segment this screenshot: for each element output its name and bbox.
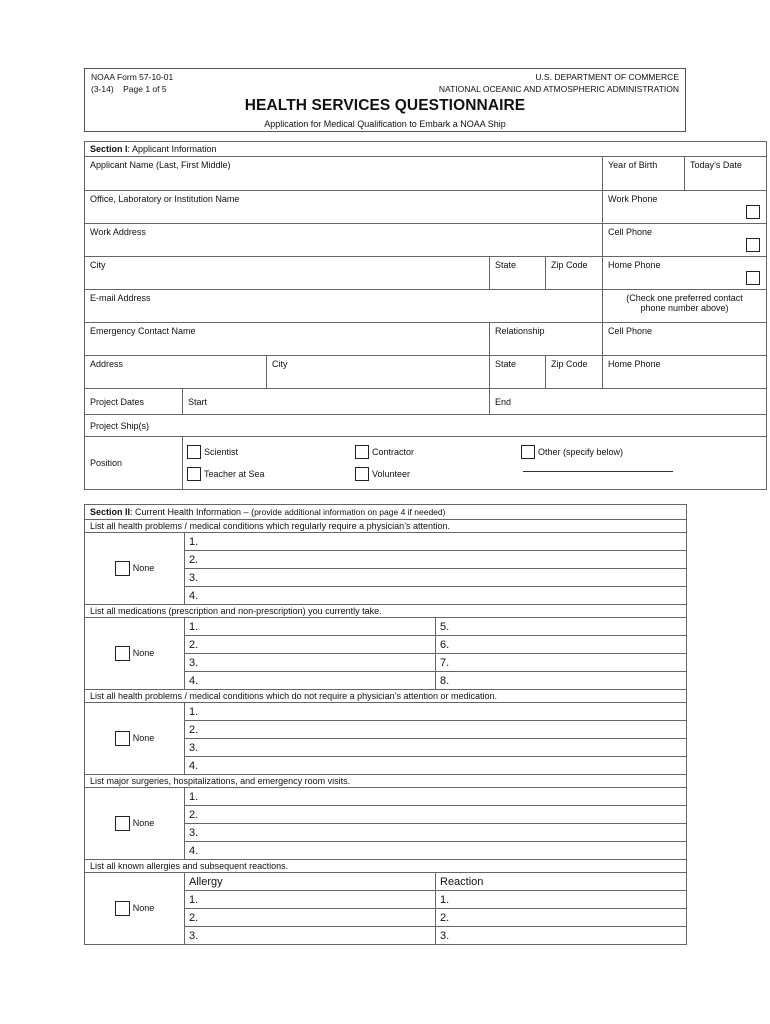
q2-line-7[interactable]: 7. [436,654,687,672]
contractor-checkbox[interactable] [355,445,369,459]
scientist-checkbox[interactable] [187,445,201,459]
todays-date-field[interactable]: Today’s Date [685,157,767,191]
q2-line-3[interactable]: 3. [185,654,436,672]
emergency-state-field[interactable]: State [490,356,546,389]
q2-line-1[interactable]: 1. [185,618,436,636]
reaction-line-2[interactable]: 2. [436,909,687,927]
city-field[interactable]: City [85,257,490,290]
question-5: List all known allergies and subsequent reactions. [85,860,687,873]
department-name: U.S. DEPARTMENT OF COMMERCE [535,72,679,82]
other-specify-line[interactable] [523,471,673,472]
other-checkbox[interactable] [521,445,535,459]
emergency-cell-phone-field[interactable]: Cell Phone [603,323,767,356]
allergy-line-2[interactable]: 2. [185,909,436,927]
home-phone-field[interactable]: Home Phone [603,257,767,290]
cell-phone-checkbox[interactable] [746,238,760,252]
form-number: NOAA Form 57-10-01 [91,72,174,82]
year-of-birth-field[interactable]: Year of Birth [603,157,685,191]
q3-line-1[interactable]: 1. [185,703,687,721]
relationship-field[interactable]: Relationship [490,323,603,356]
allergy-line-1[interactable]: 1. [185,891,436,909]
q2-line-2[interactable]: 2. [185,636,436,654]
cell-phone-field[interactable]: Cell Phone [603,224,767,257]
work-address-field[interactable]: Work Address [85,224,603,257]
preferred-phone-note: (Check one preferred contact phone number above) [603,290,767,323]
work-phone-checkbox[interactable] [746,205,760,219]
q1-line-2[interactable]: 2. [185,551,687,569]
q3-line-4[interactable]: 4. [185,757,687,775]
q4-none[interactable]: None [85,788,185,860]
home-phone-checkbox[interactable] [746,271,760,285]
email-field[interactable]: E-mail Address [85,290,603,323]
project-ships-field[interactable]: Project Ship(s) [85,415,767,437]
q2-line-8[interactable]: 8. [436,672,687,690]
q3-line-3[interactable]: 3. [185,739,687,757]
reaction-line-3[interactable]: 3. [436,927,687,945]
office-field[interactable]: Office, Laboratory or Institution Name [85,191,603,224]
q3-none-checkbox[interactable] [115,731,130,746]
applicant-name-field[interactable]: Applicant Name (Last, First Middle) [85,157,603,191]
section-2-table [84,504,687,945]
position-label: Position [85,437,183,490]
q4-none-checkbox[interactable] [115,816,130,831]
q4-line-4[interactable]: 4. [185,842,687,860]
position-volunteer[interactable]: Volunteer [355,463,410,485]
form-revision: (3-14) Page 1 of 5 [91,84,167,94]
form-title: HEALTH SERVICES QUESTIONNAIRE [244,97,526,114]
section-2-title: Section II: Current Health Information – (provide additional information on page 4 if needed) [85,505,687,520]
q5-none-checkbox[interactable] [115,901,130,916]
teacher-checkbox[interactable] [187,467,201,481]
agency-name: NATIONAL OCEANIC AND ATMOSPHERIC ADMINISTRATION [438,84,679,94]
form-header [84,68,686,132]
position-other[interactable]: Other (specify below) [521,441,623,463]
section-1-title: Section I: Applicant Information [85,142,767,157]
q5-none[interactable]: None [85,873,185,945]
project-dates-label: Project Dates [85,389,183,415]
zip-field[interactable]: Zip Code [546,257,603,290]
section-1-table [84,141,767,490]
emergency-zip-field[interactable]: Zip Code [546,356,603,389]
question-2: List all medications (prescription and non-prescription) you currently take. [85,605,687,618]
question-3: List all health problems / medical conditions which do not require a physician’s attention or medication. [85,690,687,703]
q1-line-3[interactable]: 3. [185,569,687,587]
q3-line-2[interactable]: 2. [185,721,687,739]
q2-line-4[interactable]: 4. [185,672,436,690]
volunteer-checkbox[interactable] [355,467,369,481]
state-field[interactable]: State [490,257,546,290]
emergency-address-field[interactable]: Address [85,356,267,389]
position-contractor[interactable]: Contractor [355,441,414,463]
reaction-header: Reaction [436,873,687,891]
allergy-line-3[interactable]: 3. [185,927,436,945]
reaction-line-1[interactable]: 1. [436,891,687,909]
q2-none-checkbox[interactable] [115,646,130,661]
q4-line-3[interactable]: 3. [185,824,687,842]
q4-line-1[interactable]: 1. [185,788,687,806]
emergency-city-field[interactable]: City [267,356,490,389]
q3-none[interactable]: None [85,703,185,775]
q1-line-1[interactable]: 1. [185,533,687,551]
allergy-header: Allergy [185,873,436,891]
project-start-field[interactable]: Start [183,389,490,415]
work-phone-field[interactable]: Work Phone [603,191,767,224]
project-end-field[interactable]: End [490,389,767,415]
q1-none-checkbox[interactable] [115,561,130,576]
q2-line-5[interactable]: 5. [436,618,687,636]
question-1: List all health problems / medical conditions which regularly require a physician’s attention. [85,520,687,533]
q4-line-2[interactable]: 2. [185,806,687,824]
q1-line-4[interactable]: 4. [185,587,687,605]
position-teacher[interactable]: Teacher at Sea [187,463,265,485]
position-scientist[interactable]: Scientist [187,441,238,463]
q1-none[interactable]: None [85,533,185,605]
q2-none[interactable]: None [85,618,185,690]
q2-line-6[interactable]: 6. [436,636,687,654]
position-options [183,437,767,490]
question-4: List major surgeries, hospitalizations, and emergency room visits. [85,775,687,788]
form-subtitle: Application for Medical Qualification to Embark a NOAA Ship [264,119,506,129]
emergency-home-phone-field[interactable]: Home Phone [603,356,767,389]
emergency-contact-name-field[interactable]: Emergency Contact Name [85,323,490,356]
